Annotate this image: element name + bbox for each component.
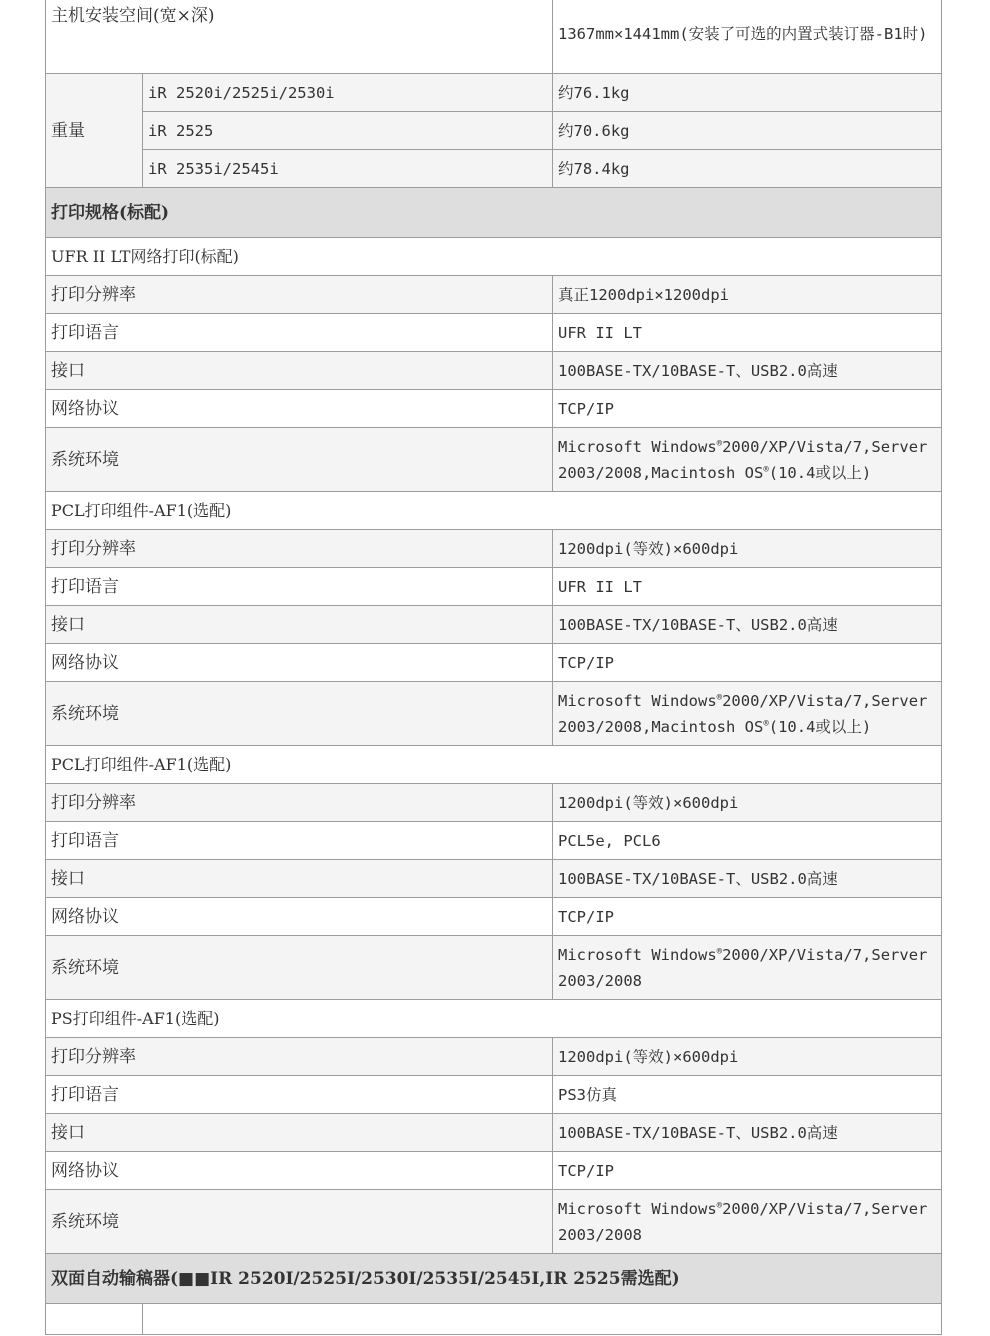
table-row <box>46 1076 942 1114</box>
language-label: 打印语言 <box>46 314 553 352</box>
section-header-row <box>46 188 942 238</box>
group-title: PCL打印组件-AF1(选配) <box>46 746 942 784</box>
print-section-title: 打印规格(标配) <box>46 188 942 238</box>
language-value: PCL5e, PCL6 <box>553 822 942 860</box>
interface-label: 接口 <box>46 606 553 644</box>
table-row <box>46 682 942 746</box>
system-value: Microsoft Windows®2000/XP/Vista/7,Server 2003/2008 <box>553 936 942 1000</box>
interface-label: 接口 <box>46 860 553 898</box>
system-value: Microsoft Windows®2000/XP/Vista/7,Server 2003/2008,Macintosh OS®(10.4或以上) <box>553 428 942 492</box>
table-row <box>46 390 942 428</box>
weight-model: iR 2525 <box>143 112 553 150</box>
system-label: 系统环境 <box>46 682 553 746</box>
interface-value: 100BASE-TX/10BASE-T、USB2.0高速 <box>553 606 942 644</box>
weight-value: 约78.4kg <box>553 150 942 188</box>
resolution-value: 1200dpi(等效)×600dpi <box>553 784 942 822</box>
protocol-label: 网络协议 <box>46 644 553 682</box>
resolution-label: 打印分辨率 <box>46 784 553 822</box>
group-title: PCL打印组件-AF1(选配) <box>46 492 942 530</box>
resolution-value: 1200dpi(等效)×600dpi <box>553 1038 942 1076</box>
language-label: 打印语言 <box>46 822 553 860</box>
install-space-value: 1367mm×1441mm(安装了可选的内置式装订器-B1时) <box>553 0 942 74</box>
table-row <box>46 352 942 390</box>
system-label: 系统环境 <box>46 1190 553 1254</box>
protocol-value: TCP/IP <box>553 390 942 428</box>
group-title-row <box>46 746 942 784</box>
weight-model: iR 2535i/2545i <box>143 150 553 188</box>
protocol-label: 网络协议 <box>46 1152 553 1190</box>
table-row <box>46 860 942 898</box>
language-value: PS3仿真 <box>553 1076 942 1114</box>
protocol-value: TCP/IP <box>553 898 942 936</box>
weight-value: 约70.6kg <box>553 112 942 150</box>
language-value: UFR II LT <box>553 314 942 352</box>
protocol-value: TCP/IP <box>553 1152 942 1190</box>
table-row <box>46 0 942 74</box>
group-title: PS打印组件-AF1(选配) <box>46 1000 942 1038</box>
table-row <box>46 150 942 188</box>
group-title-row <box>46 238 942 276</box>
table-row <box>46 276 942 314</box>
install-space-label: 主机安装空间(宽×深) <box>46 0 553 74</box>
table-row <box>46 112 942 150</box>
protocol-label: 网络协议 <box>46 390 553 428</box>
table-row <box>46 530 942 568</box>
table-row <box>46 784 942 822</box>
weight-value: 约76.1kg <box>553 74 942 112</box>
table-row <box>46 74 942 112</box>
language-label: 打印语言 <box>46 1076 553 1114</box>
table-row <box>46 606 942 644</box>
protocol-value: TCP/IP <box>553 644 942 682</box>
system-value: Microsoft Windows®2000/XP/Vista/7,Server 2003/2008 <box>553 1190 942 1254</box>
resolution-label: 打印分辨率 <box>46 1038 553 1076</box>
resolution-value: 真正1200dpi×1200dpi <box>553 276 942 314</box>
section-header-row <box>46 1254 942 1304</box>
system-label: 系统环境 <box>46 428 553 492</box>
group-title-row <box>46 492 942 530</box>
spec-table <box>45 0 942 1335</box>
group-title-row <box>46 1000 942 1038</box>
weight-model: iR 2520i/2525i/2530i <box>143 74 553 112</box>
empty-cell <box>143 1304 942 1335</box>
table-row <box>46 1114 942 1152</box>
table-row <box>46 936 942 1000</box>
table-row <box>46 314 942 352</box>
resolution-label: 打印分辨率 <box>46 276 553 314</box>
table-row <box>46 1304 942 1335</box>
resolution-value: 1200dpi(等效)×600dpi <box>553 530 942 568</box>
table-row <box>46 898 942 936</box>
interface-value: 100BASE-TX/10BASE-T、USB2.0高速 <box>553 860 942 898</box>
interface-value: 100BASE-TX/10BASE-T、USB2.0高速 <box>553 352 942 390</box>
system-label: 系统环境 <box>46 936 553 1000</box>
group-title: UFR II LT网络打印(标配) <box>46 238 942 276</box>
interface-label: 接口 <box>46 1114 553 1152</box>
resolution-label: 打印分辨率 <box>46 530 553 568</box>
table-row <box>46 1152 942 1190</box>
table-row <box>46 1038 942 1076</box>
interface-label: 接口 <box>46 352 553 390</box>
language-label: 打印语言 <box>46 568 553 606</box>
language-value: UFR II LT <box>553 568 942 606</box>
feeder-section-title: 双面自动输稿器(■■IR 2520I/2525I/2530I/2535I/2545I,IR 2525需选配) <box>46 1254 942 1304</box>
table-row <box>46 1190 942 1254</box>
empty-cell <box>46 1304 143 1335</box>
table-row <box>46 568 942 606</box>
table-row <box>46 644 942 682</box>
protocol-label: 网络协议 <box>46 898 553 936</box>
weight-label: 重量 <box>46 74 143 188</box>
system-value: Microsoft Windows®2000/XP/Vista/7,Server 2003/2008,Macintosh OS®(10.4或以上) <box>553 682 942 746</box>
table-row <box>46 428 942 492</box>
table-row <box>46 822 942 860</box>
interface-value: 100BASE-TX/10BASE-T、USB2.0高速 <box>553 1114 942 1152</box>
